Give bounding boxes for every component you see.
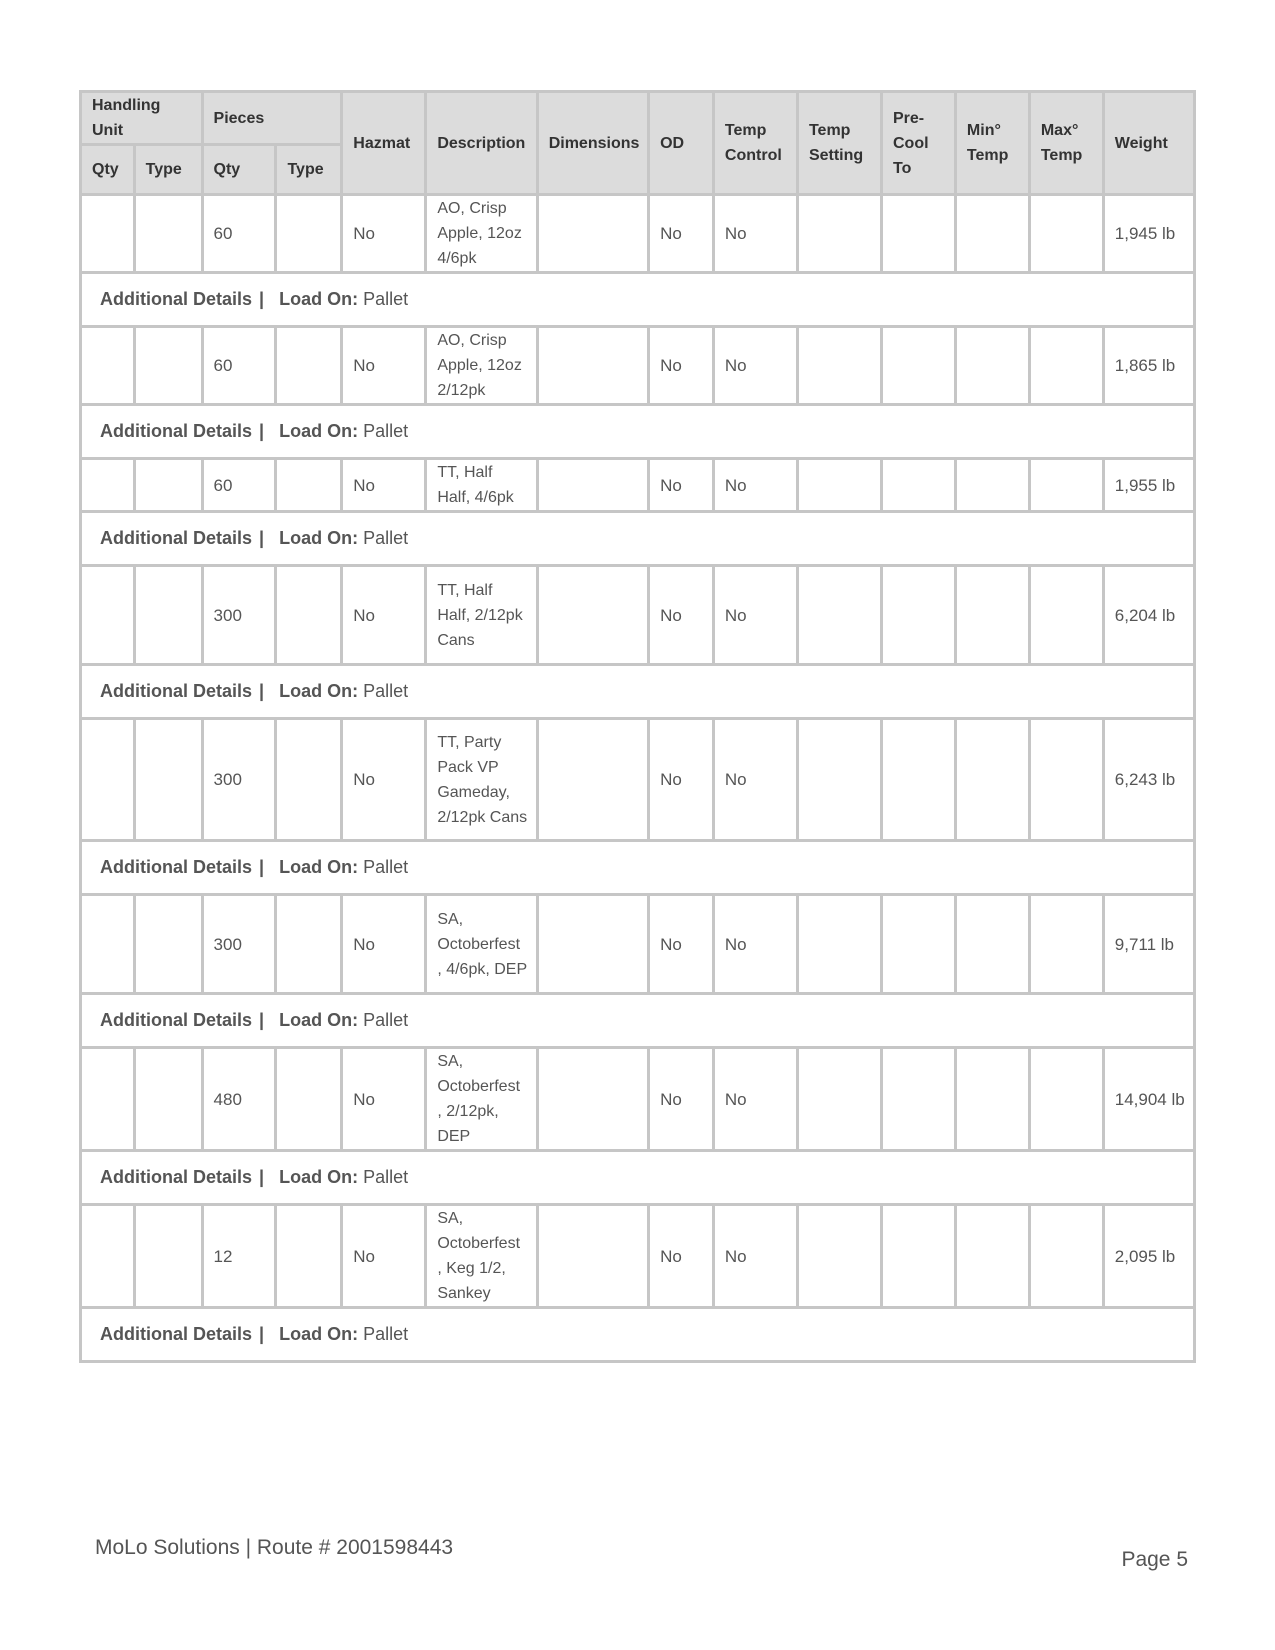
details-separator: | — [259, 857, 265, 877]
pre-cool-to-cell — [882, 566, 956, 665]
header-max-temp: Max° Temp — [1029, 92, 1103, 195]
pieces-type-cell — [276, 719, 342, 841]
details-separator: | — [259, 1010, 265, 1030]
additional-details-cell — [81, 1308, 1195, 1362]
additional-details-label: Additional Details — [100, 1010, 253, 1030]
od-cell: No — [649, 1205, 714, 1308]
additional-details-cell — [81, 512, 1195, 566]
od-cell: No — [649, 459, 714, 512]
max-temp-cell — [1029, 719, 1103, 841]
max-temp-cell — [1029, 1048, 1103, 1151]
description-cell: AO, Crisp Apple, 12oz 2/12pk — [426, 327, 537, 405]
dimensions-cell — [537, 459, 648, 512]
load-on-label: Load On: — [279, 1324, 359, 1344]
table-row — [81, 566, 1195, 665]
hu-qty-cell — [81, 195, 135, 273]
max-temp-cell — [1029, 1205, 1103, 1308]
weight-cell: 1,955 lb — [1103, 459, 1194, 512]
table-row — [81, 195, 1195, 273]
temp-setting-cell — [797, 719, 881, 841]
dimensions-cell — [537, 1205, 648, 1308]
hazmat-cell: No — [342, 1205, 426, 1308]
min-temp-cell — [955, 719, 1029, 841]
header-od: OD — [649, 92, 714, 195]
od-cell: No — [649, 895, 714, 994]
pieces-qty-cell: 60 — [202, 459, 276, 512]
temp-setting-cell — [797, 566, 881, 665]
weight-cell: 1,865 lb — [1103, 327, 1194, 405]
pieces-type-cell — [276, 1205, 342, 1308]
additional-details-row — [81, 405, 1195, 459]
pieces-qty-cell: 12 — [202, 1205, 276, 1308]
min-temp-cell — [955, 327, 1029, 405]
min-temp-cell — [955, 895, 1029, 994]
table-row — [81, 1205, 1195, 1308]
temp-control-cell: No — [713, 895, 797, 994]
additional-details-cell — [81, 841, 1195, 895]
description-cell: TT, Half Half, 4/6pk — [426, 459, 537, 512]
load-on-label: Load On: — [279, 528, 359, 548]
description-cell: SA, Octoberfest , 4/6pk, DEP — [426, 895, 537, 994]
header-min-temp: Min° Temp — [955, 92, 1029, 195]
min-temp-cell — [955, 1205, 1029, 1308]
temp-setting-cell — [797, 327, 881, 405]
temp-control-cell: No — [713, 459, 797, 512]
weight-cell: 9,711 lb — [1103, 895, 1194, 994]
description-cell: AO, Crisp Apple, 12oz 4/6pk — [426, 195, 537, 273]
description-cell: TT, Party Pack VP Gameday, 2/12pk Cans — [426, 719, 537, 841]
hu-type-cell — [134, 1205, 202, 1308]
pieces-type-cell — [276, 195, 342, 273]
max-temp-cell — [1029, 327, 1103, 405]
od-cell: No — [649, 1048, 714, 1151]
header-hu-qty: Qty — [81, 145, 135, 195]
description-cell: SA, Octoberfest , Keg 1/2, Sankey — [426, 1205, 537, 1308]
pre-cool-to-cell — [882, 459, 956, 512]
hazmat-cell: No — [342, 327, 426, 405]
temp-control-cell: No — [713, 195, 797, 273]
additional-details-row — [81, 841, 1195, 895]
dimensions-cell — [537, 327, 648, 405]
load-on-value: Pallet — [363, 1167, 409, 1187]
additional-details-row — [81, 512, 1195, 566]
temp-control-cell: No — [713, 327, 797, 405]
pieces-type-cell — [276, 895, 342, 994]
footer-route: MoLo Solutions | Route # 2001598443 — [95, 1536, 454, 1559]
load-on-label: Load On: — [279, 1010, 359, 1030]
max-temp-cell — [1029, 459, 1103, 512]
pre-cool-to-cell — [882, 195, 956, 273]
hazmat-cell: No — [342, 566, 426, 665]
hu-type-cell — [134, 566, 202, 665]
additional-details-label: Additional Details — [100, 681, 253, 701]
weight-cell: 6,243 lb — [1103, 719, 1194, 841]
temp-setting-cell — [797, 895, 881, 994]
table-row — [81, 327, 1195, 405]
hazmat-cell: No — [342, 459, 426, 512]
load-on-label: Load On: — [279, 289, 359, 309]
hazmat-cell: No — [342, 1048, 426, 1151]
additional-details-row — [81, 1308, 1195, 1362]
header-pieces-qty: Qty — [202, 145, 276, 195]
additional-details-label: Additional Details — [100, 1324, 253, 1344]
pieces-qty-cell: 300 — [202, 566, 276, 665]
od-cell: No — [649, 327, 714, 405]
hu-qty-cell — [81, 1048, 135, 1151]
pieces-qty-cell: 60 — [202, 327, 276, 405]
max-temp-cell — [1029, 566, 1103, 665]
hu-type-cell — [134, 719, 202, 841]
max-temp-cell — [1029, 195, 1103, 273]
pieces-type-cell — [276, 566, 342, 665]
hu-qty-cell — [81, 327, 135, 405]
load-on-label: Load On: — [279, 681, 359, 701]
hazmat-cell: No — [342, 195, 426, 273]
temp-control-cell: No — [713, 1048, 797, 1151]
load-on-value: Pallet — [363, 857, 409, 877]
hazmat-cell: No — [342, 719, 426, 841]
load-on-value: Pallet — [363, 1010, 409, 1030]
dimensions-cell — [537, 566, 648, 665]
load-on-value: Pallet — [363, 1324, 409, 1344]
weight-cell: 6,204 lb — [1103, 566, 1194, 665]
pieces-type-cell — [276, 327, 342, 405]
additional-details-cell — [81, 1151, 1195, 1205]
hu-type-cell — [134, 1048, 202, 1151]
od-cell: No — [649, 719, 714, 841]
min-temp-cell — [955, 1048, 1029, 1151]
weight-cell: 1,945 lb — [1103, 195, 1194, 273]
pieces-type-cell — [276, 1048, 342, 1151]
pre-cool-to-cell — [882, 327, 956, 405]
min-temp-cell — [955, 195, 1029, 273]
pieces-qty-cell: 60 — [202, 195, 276, 273]
pieces-qty-cell: 300 — [202, 719, 276, 841]
pre-cool-to-cell — [882, 1048, 956, 1151]
dimensions-cell — [537, 895, 648, 994]
table-row — [81, 459, 1195, 512]
additional-details-cell — [81, 273, 1195, 327]
temp-control-cell: No — [713, 566, 797, 665]
description-cell: SA, Octoberfest , 2/12pk, DEP — [426, 1048, 537, 1151]
temp-setting-cell — [797, 1205, 881, 1308]
temp-setting-cell — [797, 1048, 881, 1151]
header-pre-cool-to: Pre-Cool To — [882, 92, 956, 195]
header-pieces-type: Type — [276, 145, 342, 195]
table-row — [81, 1048, 1195, 1151]
pieces-type-cell — [276, 459, 342, 512]
additional-details-row — [81, 994, 1195, 1048]
hu-type-cell — [134, 195, 202, 273]
details-separator: | — [259, 528, 265, 548]
weight-cell: 14,904 lb — [1103, 1048, 1194, 1151]
pre-cool-to-cell — [882, 719, 956, 841]
pieces-qty-cell: 480 — [202, 1048, 276, 1151]
hu-type-cell — [134, 327, 202, 405]
min-temp-cell — [955, 459, 1029, 512]
hu-qty-cell — [81, 566, 135, 665]
additional-details-row — [81, 665, 1195, 719]
additional-details-label: Additional Details — [100, 421, 253, 441]
od-cell: No — [649, 566, 714, 665]
pre-cool-to-cell — [882, 895, 956, 994]
load-on-value: Pallet — [363, 681, 409, 701]
hazmat-cell: No — [342, 895, 426, 994]
header-pieces: Pieces — [202, 92, 342, 145]
hu-qty-cell — [81, 1205, 135, 1308]
temp-setting-cell — [797, 195, 881, 273]
weight-cell: 2,095 lb — [1103, 1205, 1194, 1308]
load-on-label: Load On: — [279, 1167, 359, 1187]
additional-details-label: Additional Details — [100, 289, 253, 309]
temp-control-cell: No — [713, 719, 797, 841]
max-temp-cell — [1029, 895, 1103, 994]
table-row — [81, 895, 1195, 994]
table-row — [81, 719, 1195, 841]
additional-details-label: Additional Details — [100, 528, 253, 548]
temp-setting-cell — [797, 459, 881, 512]
min-temp-cell — [955, 566, 1029, 665]
load-on-value: Pallet — [363, 421, 409, 441]
hu-type-cell — [134, 459, 202, 512]
additional-details-label: Additional Details — [100, 857, 253, 877]
temp-control-cell: No — [713, 1205, 797, 1308]
pieces-qty-cell: 300 — [202, 895, 276, 994]
load-on-value: Pallet — [363, 289, 409, 309]
header-temp-control: Temp Control — [713, 92, 797, 195]
header-temp-setting: Temp Setting — [797, 92, 881, 195]
od-cell: No — [649, 195, 714, 273]
header-handling-unit: Handling Unit — [81, 92, 203, 145]
details-separator: | — [259, 289, 265, 309]
details-separator: | — [259, 1324, 265, 1344]
hu-qty-cell — [81, 459, 135, 512]
additional-details-cell — [81, 665, 1195, 719]
hu-qty-cell — [81, 719, 135, 841]
freight-table — [79, 90, 1196, 1363]
hu-qty-cell — [81, 895, 135, 994]
details-separator: | — [259, 681, 265, 701]
header-dimensions: Dimensions — [537, 92, 648, 195]
dimensions-cell — [537, 719, 648, 841]
pre-cool-to-cell — [882, 1205, 956, 1308]
freight-table-body — [81, 195, 1195, 1362]
additional-details-cell — [81, 994, 1195, 1048]
header-description: Description — [426, 92, 537, 195]
header-weight: Weight — [1103, 92, 1194, 195]
dimensions-cell — [537, 195, 648, 273]
additional-details-row — [81, 1151, 1195, 1205]
additional-details-row — [81, 273, 1195, 327]
load-on-label: Load On: — [279, 857, 359, 877]
header-hu-type: Type — [134, 145, 202, 195]
load-on-value: Pallet — [363, 528, 409, 548]
hu-type-cell — [134, 895, 202, 994]
dimensions-cell — [537, 1048, 648, 1151]
header-hazmat: Hazmat — [342, 92, 426, 195]
footer-page-number: Page 5 — [1121, 1548, 1188, 1571]
description-cell: TT, Half Half, 2/12pk Cans — [426, 566, 537, 665]
additional-details-label: Additional Details — [100, 1167, 253, 1187]
load-on-label: Load On: — [279, 421, 359, 441]
details-separator: | — [259, 421, 265, 441]
details-separator: | — [259, 1167, 265, 1187]
additional-details-cell — [81, 405, 1195, 459]
